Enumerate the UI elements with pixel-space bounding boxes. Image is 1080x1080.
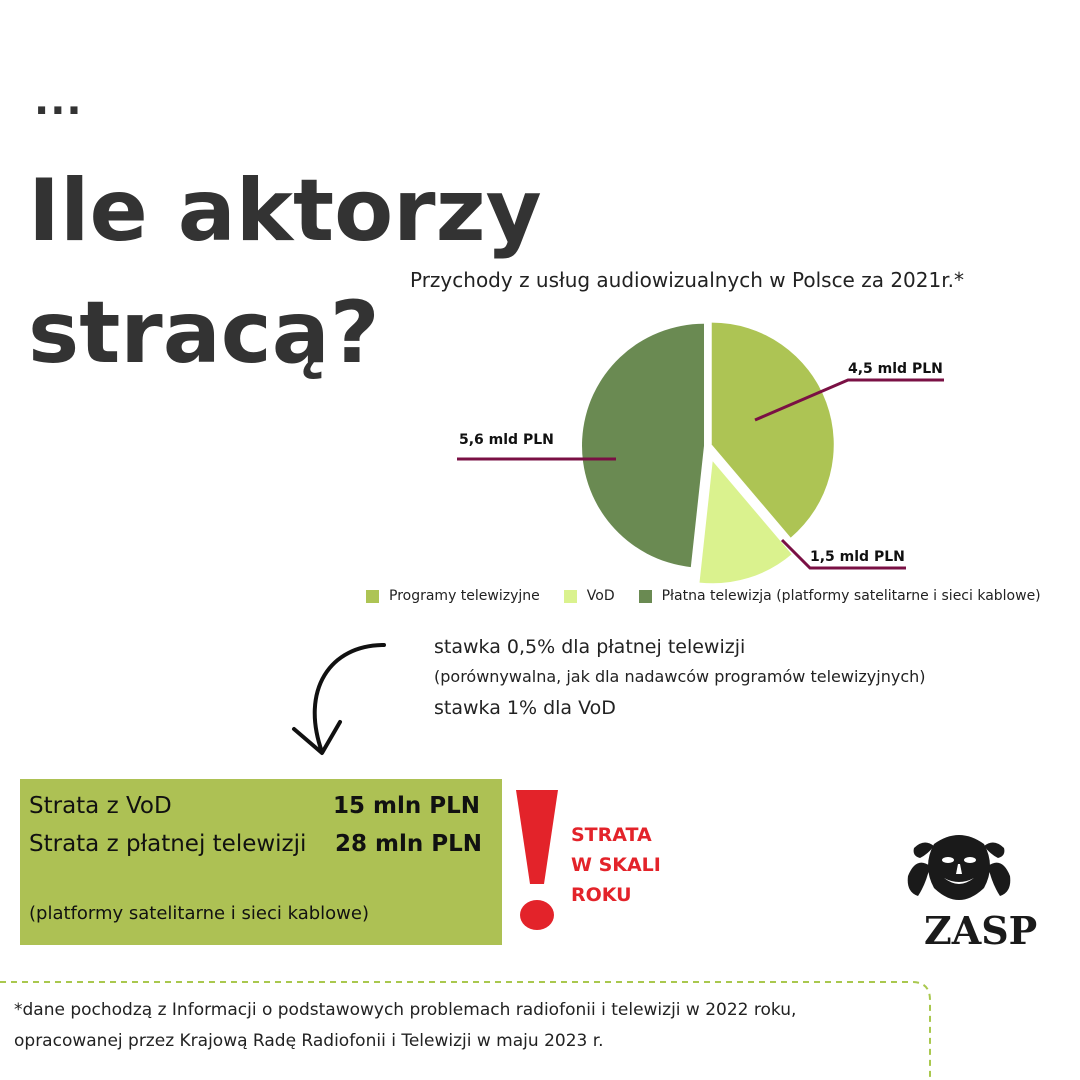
footnote <box>14 995 796 1057</box>
chart-title: Przychody z usług audiowizualnych w Polsce za 2021r.* <box>410 268 964 292</box>
ellipsis: ... <box>34 78 83 124</box>
rate-vod: stawka 1% dla VoD <box>434 697 616 719</box>
warning-line-3: ROKU <box>571 884 632 906</box>
rate-note: (porównywalna, jak dla nadawców programów telewizyjnych) <box>434 667 926 686</box>
warning-line-1: STRATA <box>571 824 652 846</box>
loss-paytv-value: 28 mln PLN <box>335 831 483 857</box>
headline-line-2: stracą? <box>28 283 380 383</box>
loss-vod-label: Strata z VoD <box>29 793 172 819</box>
loss-paytv-label: Strata z płatnej telewizji <box>29 831 307 857</box>
footnote-line-2: opracowanej przez Krajową Radę Radiofonii i Telewizji w maju 2023 r. <box>14 1031 604 1051</box>
legend-label: Programy telewizyjne <box>389 588 540 604</box>
footnote-line-1: *dane pochodzą z Informacji o podstawowych problemach radiofonii i telewizji w 2022 roku, <box>14 1000 797 1020</box>
headline-line-1: Ile aktorzy <box>28 161 542 261</box>
data-label: 1,5 mld PLN <box>810 549 905 565</box>
data-label: 4,5 mld PLN <box>848 361 943 377</box>
legend-label: VoD <box>586 588 615 604</box>
data-label: 5,6 mld PLN <box>459 432 554 448</box>
loss-vod-value: 15 mln PLN <box>333 793 481 819</box>
legend-label: Płatna telewizja (platformy satelitarne i sieci kablowe) <box>661 588 1041 604</box>
logo-text: ZASP <box>924 908 1038 953</box>
rate-paytv: stawka 0,5% dla płatnej telewizji <box>434 636 746 658</box>
warning-line-2: W SKALI <box>571 854 661 876</box>
loss-note: (platformy satelitarne i sieci kablowe) <box>29 903 369 924</box>
